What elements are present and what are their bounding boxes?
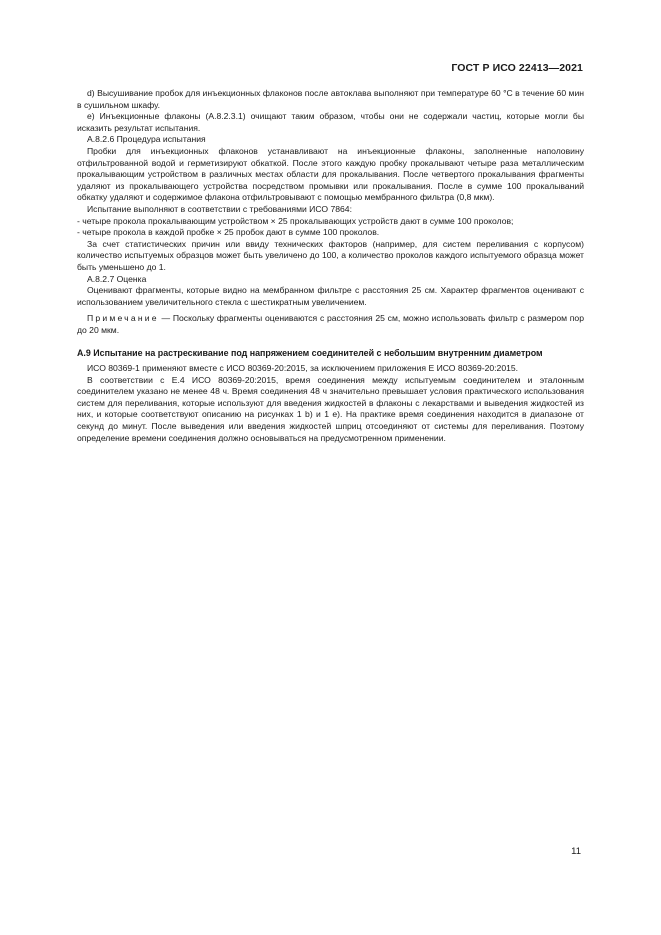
paragraph-iso-7864: Испытание выполняют в соответствии с требованиями ИСО 7864: [87,203,352,214]
paragraph-statistics: За счет статистических причин или ввиду технических факторов (например, для систем переливания с корпусом) количество испытуемых образцов может быть увеличено до 100, а количество проколов каждого испытуемого образца может быть уменьшено до 1. [77,238,584,272]
document-body [77,88,584,444]
standard-header: ГОСТ Р ИСО 22413—2021 [451,62,583,74]
list-item-2: - четыре прокола в каждой пробке × 25 пробок дают в сумме 100 проколов. [77,227,380,238]
paragraph-e4: В соответствии с Е.4 ИСО 80369-20:2015, время соединения между испытуемым соединителем и эталонным соединителем указано не менее 48 ч. Время соединения 48 ч значительно превышает условия практического использования систем для переливания, которые используют для введения жидкостей в флаконы с лекарствами и выведения жидкостей из них, и которые соответствуют описанию на рисунках 1 b) и 1 e). На практике время соединения находится в диапазоне от секунд до минут. После выведения или введения жидкостей шприц отсоединяют от системы для переливания. Поэтому определение времени соединения должно основываться на предусмотренном применении. [77,374,584,443]
paragraph-item-e: e) Инъекционные флаконы (A.8.2.3.1) очищают таким образом, чтобы они не содержали частиц, которые могли бы исказить результат испытания. [77,111,584,133]
section-heading-a9: A.9 Испытание на растрескивание под напряжением соединителей с небольшим внутренним диаметром [77,348,543,359]
paragraph-iso-80369: ИСО 80369-1 применяют вместе с ИСО 80369-20:2015, за исключением приложения Е ИСО 80369-20:2015. [87,363,519,374]
paragraph-item-d: d) Высушивание пробок для инъекционных флаконов после автоклава выполняют при температуре 60 °С в течение 60 мин в сушильном шкафу. [77,88,584,110]
subsection-heading-a826: A.8.2.6 Процедура испытания [87,134,206,145]
note-label: Примечание [87,313,159,324]
paragraph-evaluation: Оценивают фрагменты, которые видно на мембранном фильтре с расстояния 25 см. Характер фрагментов оценивают с использованием увеличительного стекла с шестикратным увеличением. [77,285,584,307]
note-text: — Поскольку фрагменты оцениваются с расстояния 25 см, можно использовать фильтр с размером пор до 20 мкм. [77,313,584,335]
subsection-heading-a827: A.8.2.7 Оценка [87,273,147,284]
list-item-1: - четыре прокола прокалывающим устройством × 25 прокалывающих устройств дают в сумме 100 проколов; [77,215,514,226]
page-number: 11 [571,846,581,857]
paragraph-procedure: Пробки для инъекционных флаконов устанавливают на инъекционные флаконы, заполненные наполовину отфильтрованной водой и герметизируют обкаткой. После этого каждую пробку прокалывают четыре раза металлическим прокалывающим устройством в различных местах области для прокалывания. После четвертого прокалывания фрагменты удаляют из прокалывающего устройства посредством промывки или прокалывания. После в сумме 100 прокалываний обкатку удаляют и содержимое флакона отфильтровывают с помощью мембранного фильтра (0,8 мкм). [77,145,584,203]
note [77,313,584,336]
